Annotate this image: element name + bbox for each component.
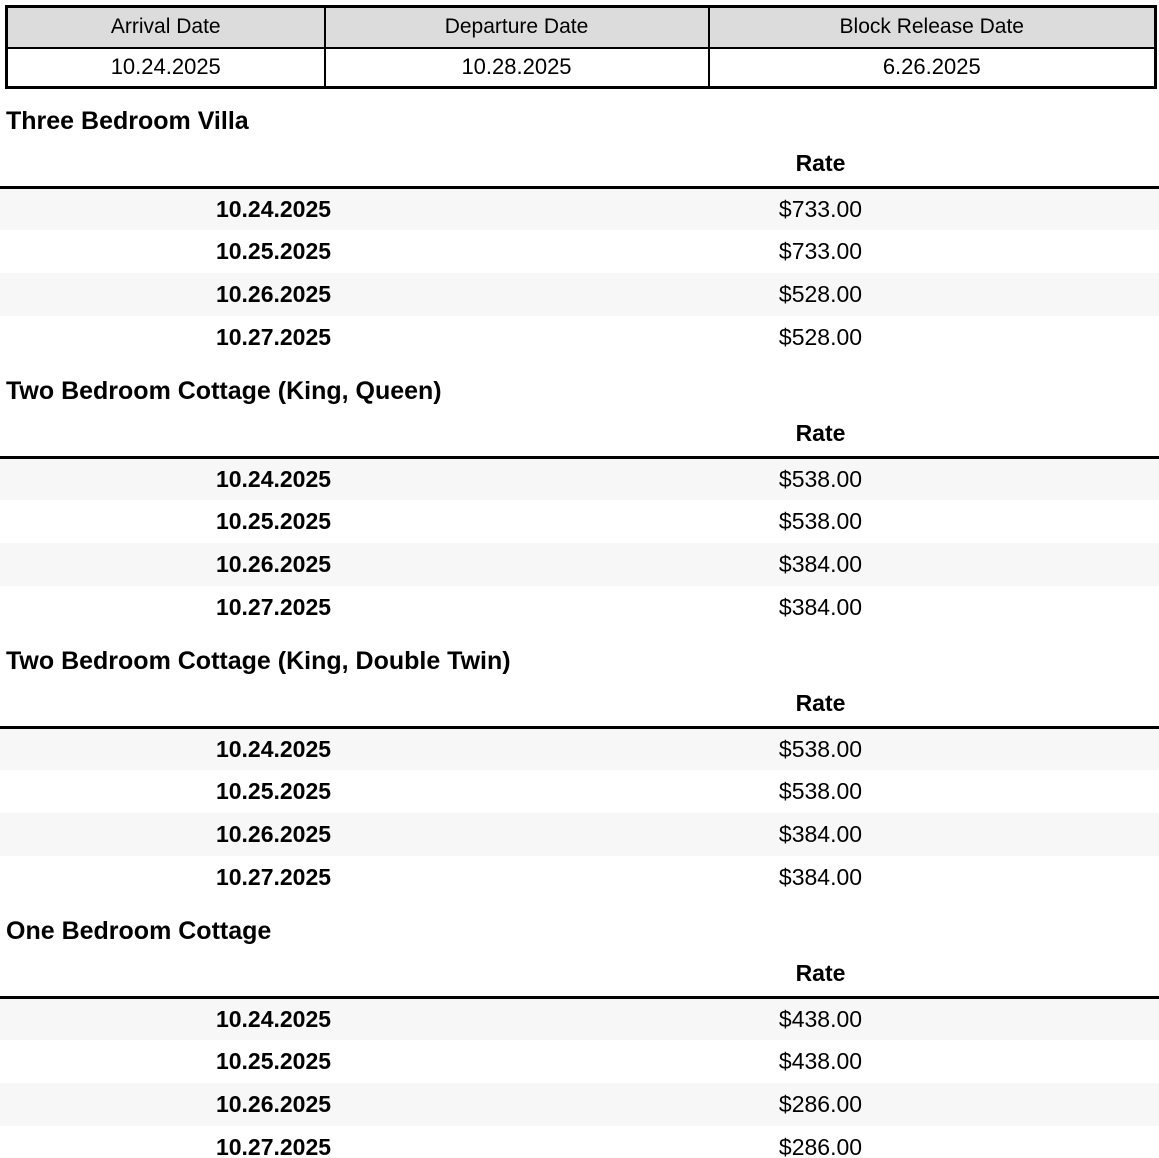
rate-column-header: Rate (795, 959, 846, 986)
booking-values-row (7, 48, 1156, 88)
room-type-title: Three Bedroom Villa (6, 107, 249, 135)
rate-value-cell: $384.00 (778, 594, 863, 620)
rate-header-row (0, 144, 1159, 188)
rate-row (0, 543, 1159, 586)
empty-cell (1094, 187, 1159, 230)
rate-value-cell: $733.00 (778, 195, 863, 222)
rate-column-header: Rate (795, 689, 846, 716)
rate-value-cell: $286.00 (778, 1091, 863, 1117)
rate-row (0, 316, 1159, 359)
rate-value-cell: $538.00 (778, 465, 863, 492)
date-cell: 10.26.2025 (215, 1091, 332, 1117)
date-cell: 10.24.2025 (215, 1005, 332, 1032)
date-cell: 10.26.2025 (215, 821, 332, 847)
block-release-date-value: 6.26.2025 (709, 48, 1156, 88)
rate-value-cell: $538.00 (778, 778, 863, 804)
rate-header-row (0, 684, 1159, 728)
empty-header-cell (1094, 954, 1159, 998)
rate-row (0, 1040, 1159, 1083)
date-cell: 10.25.2025 (215, 1048, 332, 1074)
rate-row (0, 273, 1159, 316)
empty-cell (1094, 1126, 1159, 1158)
room-rate-section (0, 108, 1159, 359)
date-cell: 10.25.2025 (215, 238, 332, 264)
rate-sections-container (0, 108, 1159, 1158)
departure-date-value: 10.28.2025 (325, 48, 709, 88)
rate-row (0, 856, 1159, 899)
empty-cell (1094, 316, 1159, 359)
rate-column-header: Rate (795, 419, 846, 446)
empty-header-cell (1094, 414, 1159, 458)
rate-table (0, 684, 1159, 900)
empty-cell (1094, 856, 1159, 899)
date-cell: 10.27.2025 (215, 594, 332, 620)
rate-value-cell: $438.00 (778, 1005, 863, 1032)
rate-row (0, 586, 1159, 629)
rate-row (0, 1083, 1159, 1126)
booking-header-row (7, 7, 1156, 48)
empty-header-cell (1094, 144, 1159, 188)
empty-cell (1094, 457, 1159, 500)
arrival-date-value: 10.24.2025 (7, 48, 325, 88)
date-cell: 10.24.2025 (215, 465, 332, 492)
empty-header-cell (1094, 684, 1159, 728)
empty-cell (1094, 586, 1159, 629)
rate-row (0, 727, 1159, 770)
rate-row (0, 230, 1159, 273)
rate-row (0, 187, 1159, 230)
room-rate-section (0, 648, 1159, 899)
rate-value-cell: $733.00 (778, 238, 863, 264)
date-cell: 10.24.2025 (215, 735, 332, 762)
departure-date-header: Departure Date (325, 7, 709, 48)
empty-header-cell (0, 144, 547, 188)
empty-cell (1094, 770, 1159, 813)
rate-header-row (0, 414, 1159, 458)
room-type-title: Two Bedroom Cottage (King, Double Twin) (6, 647, 511, 675)
empty-header-cell (0, 954, 547, 998)
rate-row (0, 1126, 1159, 1158)
rate-value-cell: $384.00 (778, 864, 863, 890)
rate-row (0, 997, 1159, 1040)
rate-value-cell: $384.00 (778, 821, 863, 847)
empty-cell (1094, 727, 1159, 770)
rate-value-cell: $538.00 (778, 735, 863, 762)
room-type-title: One Bedroom Cottage (6, 917, 272, 945)
empty-cell (1094, 543, 1159, 586)
date-cell: 10.26.2025 (215, 281, 332, 307)
empty-cell (1094, 230, 1159, 273)
date-cell: 10.26.2025 (215, 551, 332, 577)
rate-row (0, 500, 1159, 543)
empty-cell (1094, 1040, 1159, 1083)
rate-header-row (0, 954, 1159, 998)
empty-header-cell (0, 684, 547, 728)
empty-cell (1094, 813, 1159, 856)
empty-cell (1094, 1083, 1159, 1126)
rate-table (0, 414, 1159, 630)
rate-row (0, 457, 1159, 500)
empty-cell (1094, 997, 1159, 1040)
rate-row (0, 813, 1159, 856)
room-type-title: Two Bedroom Cottage (King, Queen) (6, 377, 442, 405)
rate-column-header: Rate (795, 149, 846, 176)
rate-value-cell: $538.00 (778, 508, 863, 534)
rate-value-cell: $528.00 (778, 281, 863, 307)
date-cell: 10.24.2025 (215, 195, 332, 222)
date-cell: 10.27.2025 (215, 324, 332, 350)
room-rate-section (0, 378, 1159, 629)
rate-value-cell: $438.00 (778, 1048, 863, 1074)
booking-summary-table (5, 5, 1157, 89)
date-cell: 10.25.2025 (215, 778, 332, 804)
rate-table (0, 144, 1159, 360)
rate-table (0, 954, 1159, 1158)
rate-value-cell: $384.00 (778, 551, 863, 577)
arrival-date-header: Arrival Date (7, 7, 325, 48)
date-cell: 10.25.2025 (215, 508, 332, 534)
date-cell: 10.27.2025 (215, 864, 332, 890)
block-release-date-header: Block Release Date (709, 7, 1156, 48)
empty-header-cell (0, 414, 547, 458)
rate-value-cell: $528.00 (778, 324, 863, 350)
room-rate-section (0, 918, 1159, 1158)
rate-value-cell: $286.00 (778, 1134, 863, 1158)
empty-cell (1094, 273, 1159, 316)
empty-cell (1094, 500, 1159, 543)
rate-row (0, 770, 1159, 813)
date-cell: 10.27.2025 (215, 1134, 332, 1158)
